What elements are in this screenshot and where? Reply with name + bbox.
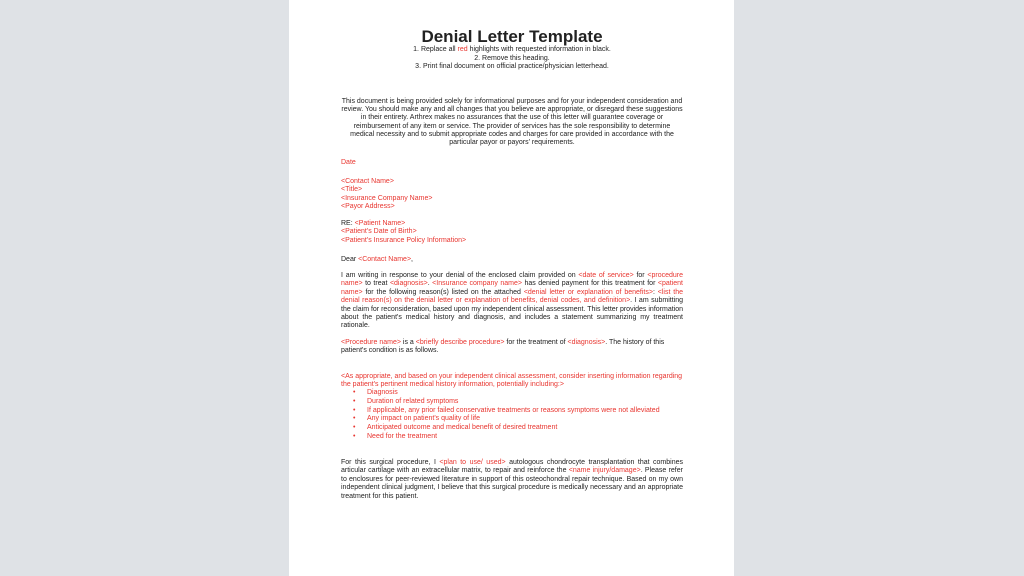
re-patient-dob: <Patient's Date of Birth>	[341, 228, 417, 235]
procedure-paragraph: <Procedure name> is a <briefly describe procedure> for the treatment of <diagnosis>. The history of this patient's condition is as follows.	[341, 339, 665, 355]
date-placeholder: Date	[341, 159, 356, 166]
instruction-step-2: 2. Remove this heading.	[474, 55, 550, 62]
medical-history-bullet-list	[353, 389, 683, 442]
re-patient-name: RE: <Patient Name>	[341, 220, 406, 227]
claim-denial-paragraph: I am writing in response to your denial of the enclosed claim provided on <date of service> for <procedure name> to treat <diagnosis>. <Insurance company name> has denied payment for this treatment for <patient name> for the following reason(s) listed on the attached <denial letter or explanation of benefits>: <list the denial reason(s) on the denial letter or explanation of benefits, denial codes, and definition>. I am submitting the claim for reconsideration, based upon my independent clinical assessment. This letter provides information about the patient's medical history and diagnosis, and includes a statement summarizing my treatment rationale.	[341, 272, 684, 330]
list-item: • Diagnosis	[353, 389, 398, 396]
document-page	[289, 0, 734, 576]
list-item: • Any impact on patient's quality of life	[353, 415, 481, 423]
re-policy-info: <Patient's Insurance Policy Information>	[341, 237, 467, 244]
disclaimer-paragraph: This document is being provided solely for informational purposes and for your independent consideration and review. You should make any and all changes that you believe are appropriate, or disregard these suggestions in their entirety. Arthrex makes no assurances that the use of this letter will guarantee coverage or reimbursement of any item or service. The provider of services has the sole responsibility to determine medical necessity and to submit appropriate codes and charges for care provided in accordance with the particular payor or payors' requirements.	[341, 98, 683, 147]
list-item: • Anticipated outcome and medical benefit of desired treatment	[353, 424, 558, 432]
address-contact-name: <Contact Name>	[341, 178, 394, 185]
address-insurance-company: <Insurance Company Name>	[341, 195, 433, 202]
surgical-procedure-paragraph: For this surgical procedure, I <plan to use/ used> autologous chondrocyte transplantation that combines articular cartilage with an extracellular matrix, to repair and reinforce the <name injury/damage>. Please refer to enclosures for peer-reviewed literature in support of this osteochondral repair technique. Based on my own independent clinical judgment, I believe that this surgical procedure is medically necessary and an appropriate treatment for this patient.	[341, 459, 684, 500]
instruction-step-3: 3. Print final document on official practice/physician letterhead.	[415, 63, 609, 70]
list-item: • If applicable, any prior failed conservative treatments or reasons symptoms were not alleviated	[353, 406, 660, 414]
greeting-line: Dear <Contact Name>,	[341, 256, 413, 263]
address-title: <Title>	[341, 186, 363, 193]
address-payor-address: <Payor Address>	[341, 203, 395, 210]
list-item: • Need for the treatment	[353, 432, 438, 440]
document-title: Denial Letter Template	[421, 27, 603, 46]
list-item: • Duration of related symptoms	[353, 397, 459, 405]
medical-history-instructions: <As appropriate, and based on your independent clinical assessment, consider inserting information regarding the patient's pertinent medical history information, potentially including:>	[341, 373, 683, 389]
instruction-step-1: 1. Replace all red highlights with requested information in black.	[413, 46, 611, 53]
